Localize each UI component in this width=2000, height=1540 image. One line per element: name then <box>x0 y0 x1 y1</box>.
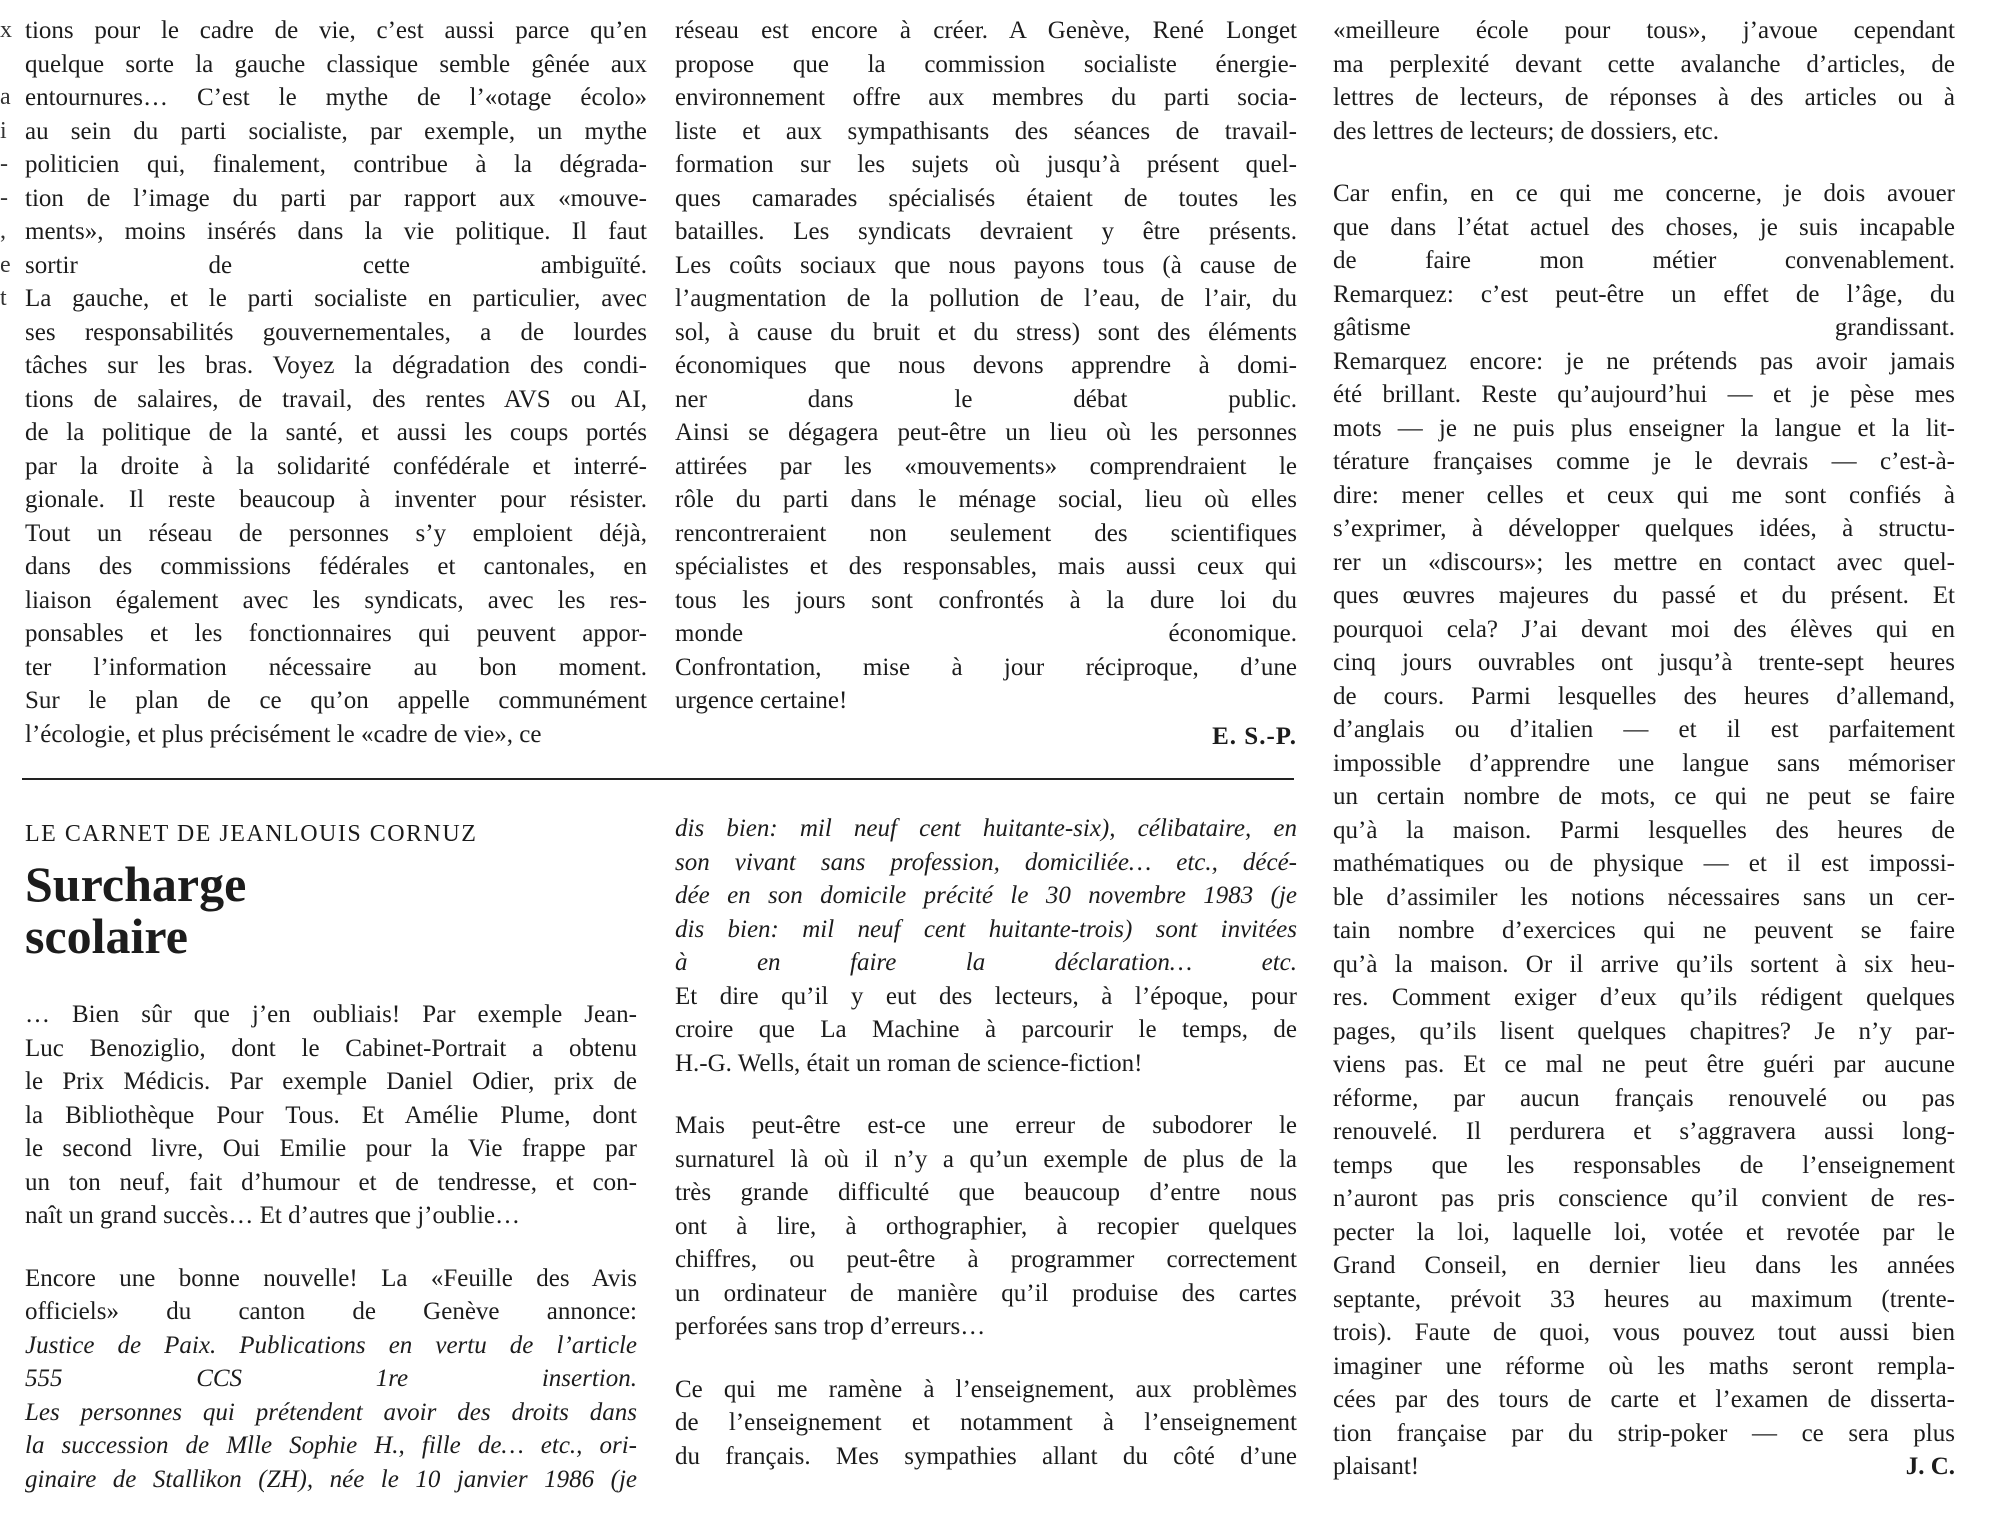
text-line: dire: mener celles et ceux qui me sont confiés à <box>1333 481 1955 509</box>
text-line: un ordinateur de manière qu’il produise des cartes <box>675 1279 1297 1307</box>
text-line: surnaturel là où il n’y a qu’un exemple de plus de la <box>675 1145 1297 1173</box>
text-line: impossible d’apprendre une langue sans mémoriser <box>1333 749 1955 777</box>
text-line: d’anglais ou d’italien — et il est parfaitement <box>1333 716 1955 743</box>
text-line: ponsables et les fonctionnaires qui peuvent appor- <box>25 620 647 647</box>
text-line: réforme, par aucun français renouvelé ou pas <box>1333 1084 1955 1112</box>
text-line: tain nombre d’exercices qui ne peuvent se faire <box>1333 917 1955 944</box>
text-line: trois). Faute de quoi, vous pouvez tout aussi bien <box>1333 1319 1955 1346</box>
text-line: cinq jours ouvrables ont jusqu’à trente-sept heures <box>1333 649 1955 676</box>
text-line: au sein du parti socialiste, par exemple, un mythe <box>25 117 647 145</box>
stray-letter <box>0 48 12 82</box>
text-line: sortir de cette ambiguïté. <box>25 251 647 279</box>
text-line: spécialistes et des responsables, mais aussi ceux qui <box>675 553 1297 580</box>
article-paragraph <box>25 1262 637 1497</box>
text-line: de faire mon métier convenablement. <box>1333 247 1955 274</box>
article-paragraph <box>675 1373 1297 1474</box>
article-closing-line <box>1333 1450 1955 1484</box>
text-line: La gauche, et le parti socialiste en particulier, avec <box>25 285 647 312</box>
text-line: 555 CCS 1re insertion. <box>25 1365 637 1392</box>
stray-letter: e <box>0 251 11 278</box>
text-line: formation sur les sujets où jusqu’à présent quel- <box>675 151 1297 178</box>
text-line: de cours. Parmi lesquelles des heures d’allemand, <box>1333 682 1955 710</box>
text-line: Les personnes qui prétendent avoir des droits dans <box>25 1398 637 1426</box>
text-line: Et dire qu’il y eut des lecteurs, à l’époque, pour <box>675 982 1297 1010</box>
text-line: ments», moins insérés dans la vie politique. Il faut <box>25 218 647 245</box>
text-line: Car enfin, en ce qui me concerne, je dois avouer <box>1333 180 1955 207</box>
text-line: officiels» du canton de Genève annonce: <box>25 1298 637 1325</box>
article-kicker: LE CARNET DE JEANLOUIS CORNUZ <box>25 821 478 847</box>
text-line: sol, à cause du bruit et du stress) sont des éléments <box>675 318 1297 346</box>
text-line: Confrontation, mise à jour réciproque, d’une <box>675 653 1297 681</box>
article-title-line-2: scolaire <box>25 908 188 964</box>
text-line: rer un «discours»; les mettre en contact avec quel- <box>1333 548 1955 576</box>
stray-letter: x <box>0 17 12 43</box>
section-divider <box>22 778 1294 780</box>
text-line: liste et aux sympathisants des séances de travail- <box>675 117 1297 145</box>
text-line: été brillant. Reste qu’aujourd’hui — et je pèse mes <box>1333 381 1955 408</box>
text-line: gionale. Il reste beaucoup à inventer pour résister. <box>25 486 647 513</box>
text-line: liaison également avec les syndicats, avec les res- <box>25 586 647 614</box>
text-line: entournures… C’est le mythe de l’«otage écolo» <box>25 84 647 111</box>
text-line: ma perplexité devant cette avalanche d’articles, de <box>1333 50 1955 78</box>
article-column-2 <box>675 812 1297 1473</box>
text-line: perforées sans trop d’erreurs… <box>675 1313 986 1340</box>
article-column-3 <box>1333 14 1955 1484</box>
text-line: Remarquez encore: je ne prétends pas avoir jamais <box>1333 347 1955 375</box>
text-line: rencontreraient non seulement des scientifiques <box>675 519 1297 547</box>
text-line: pages, qu’ils lisent quelques chapitres? Je n’y par- <box>1333 1017 1955 1045</box>
text-line: propose que la commission socialiste énergie- <box>675 50 1297 78</box>
text-line: du français. Mes sympathies allant du côté d’une <box>675 1442 1297 1470</box>
text-line: Ce qui me ramène à l’enseignement, aux problèmes <box>675 1375 1297 1403</box>
text-line: dis bien: mil neuf cent huitante-trois) sont invitées <box>675 915 1297 943</box>
text-line: un ton neuf, fait d’humour et de tendresse, et con- <box>25 1168 637 1196</box>
article-paragraph <box>25 998 637 1233</box>
text-line: Luc Benoziglio, dont le Cabinet-Portrait a obtenu <box>25 1034 637 1062</box>
text-line: monde économique. <box>675 620 1297 647</box>
text-line: attirées par les «mouvements» comprendraient le <box>675 452 1297 480</box>
text-line: s’exprimer, à développer quelques idées, à structu- <box>1333 515 1955 542</box>
text-line: ner dans le débat public. <box>675 385 1297 413</box>
text-line: mots — je ne puis plus enseigner la langue et la lit- <box>1333 414 1955 442</box>
text-line: ques camarades spécialisés étaient de toutes les <box>675 184 1297 212</box>
text-line: Ainsi se dégagera peut-être un lieu où les personnes <box>675 419 1297 446</box>
text-line: son vivant sans profession, domiciliée… etc., décé- <box>675 848 1297 876</box>
stray-letter: , <box>0 218 6 244</box>
text-line: temps que les responsables de l’enseignement <box>1333 1151 1955 1179</box>
text-line: Remarquez: c’est peut-être un effet de l’âge, du <box>1333 280 1955 308</box>
text-line: dis bien: mil neuf cent huitante-six), célibataire, en <box>675 815 1297 842</box>
text-line: ter l’information nécessaire au bon moment. <box>25 653 647 681</box>
stray-letter: - <box>0 184 8 211</box>
text-line: rôle du parti dans le ménage social, lieu où elles <box>675 486 1297 513</box>
text-line: lettres de lecteurs, de réponses à des articles ou à <box>1333 84 1955 111</box>
stray-letter: t <box>0 285 7 311</box>
text-line: dée en son domicile précité le 30 novembre 1983 (je <box>675 882 1297 909</box>
text-line: chiffres, ou peut-être à programmer correctement <box>675 1246 1297 1273</box>
article-paragraph <box>675 1109 1297 1344</box>
text-line: qu’à la maison. Or il arrive qu’ils sortent à six heu- <box>1333 950 1955 978</box>
text-line: le second livre, Oui Emilie pour la Vie frappe par <box>25 1135 637 1162</box>
text-line: pecter la loi, laquelle loi, votée et revotée par le <box>1333 1218 1955 1246</box>
text-line: Les coûts sociaux que nous payons tous (à cause de <box>675 251 1297 279</box>
text-line: le Prix Médicis. Par exemple Daniel Odier, prix de <box>25 1068 637 1095</box>
text-line: viens pas. Et ce mal ne peut être guéri par aucune <box>1333 1051 1955 1078</box>
text-line: septante, prévoit 33 heures au maximum (trente- <box>1333 1285 1955 1313</box>
text-line: à en faire la déclaration… etc. <box>675 949 1297 976</box>
text-line: de l’enseignement et notamment à l’enseignement <box>675 1409 1297 1436</box>
top-article-column-1 <box>25 14 647 751</box>
text-line: renouvelé. Il perdurera et s’aggravera aussi long- <box>1333 1118 1955 1145</box>
text-line: mathématiques ou de physique — et il est impossi- <box>1333 850 1955 877</box>
text-line: … Bien sûr que j’en oubliais! Par exemple Jean- <box>25 1001 637 1028</box>
text-line: l’écologie, et plus précisément le «cadre de vie», ce <box>25 720 542 748</box>
stray-letter: a <box>0 84 11 110</box>
text-line: tion de l’image du parti par rapport aux «mouve- <box>25 184 647 212</box>
text-line: tions pour le cadre de vie, c’est aussi parce qu’en <box>25 17 647 44</box>
article-last-word: plaisant! <box>1333 1453 1420 1480</box>
text-line: Justice de Paix. Publications en vertu de l’article <box>25 1331 637 1359</box>
text-line: cées par des tours de carte et l’examen de disserta- <box>1333 1386 1955 1413</box>
text-line: pourquoi cela? J’ai devant moi des élèves qui en <box>1333 615 1955 643</box>
text-line: environnement offre aux membres du parti socia- <box>675 84 1297 111</box>
text-line: par la droite à la solidarité confédérale et interré- <box>25 452 647 480</box>
text-line: térature françaises comme je le devrais — c’est-à- <box>1333 448 1955 475</box>
text-line: la succession de Mlle Sophie H., fille de… etc., ori- <box>25 1432 637 1459</box>
article-title <box>25 858 637 962</box>
text-line: ses responsabilités gouvernementales, a de lourdes <box>25 318 647 346</box>
text-line: Encore une bonne nouvelle! La «Feuille des Avis <box>25 1264 637 1292</box>
article-paragraph <box>1333 177 1955 1450</box>
text-line: n’auront pas pris conscience qu’il convient de res- <box>1333 1185 1955 1212</box>
text-line: tâches sur les bras. Voyez la dégradation des condi- <box>25 352 647 379</box>
text-line: imaginer une réforme où les maths seront rempla- <box>1333 1352 1955 1380</box>
text-line: tions de salaires, de travail, des rentes AVS ou AI, <box>25 385 647 413</box>
article-paragraph <box>675 812 1297 1080</box>
text-line: de la politique de la santé, et aussi les coups portés <box>25 419 647 446</box>
text-line: très grande difficulté que beaucoup d’entre nous <box>675 1179 1297 1206</box>
article-title-line-1: Surcharge <box>25 856 247 912</box>
top-article-signature: E. S.-P. <box>1212 722 1297 750</box>
text-line: urgence certaine! <box>675 687 848 714</box>
text-line: Tout un réseau de personnes s’y emploient déjà, <box>25 519 647 547</box>
text-line: naît un grand succès… Et d’autres que j’oublie… <box>25 1202 520 1229</box>
top-article-column-2-text <box>675 14 1297 718</box>
stray-letter: i <box>0 117 7 144</box>
text-line: res. Comment exiger d’eux qu’ils rédigent quelques <box>1333 984 1955 1011</box>
text-line: batailles. Les syndicats devraient y être présents. <box>675 218 1297 245</box>
text-line: tous les jours sont confrontés à la dure loi du <box>675 586 1297 614</box>
text-line: croire que La Machine à parcourir le temps, de <box>675 1016 1297 1043</box>
stray-letter: - <box>0 151 8 177</box>
text-line: que dans l’état actuel des choses, je suis incapable <box>1333 213 1955 241</box>
text-line: Sur le plan de ce qu’on appelle communément <box>25 687 647 714</box>
text-line: ginaire de Stallikon (ZH), née le 10 janvier 1986 (je <box>25 1465 637 1493</box>
article-paragraph <box>1333 14 1955 148</box>
text-line: des lettres de lecteurs; de dossiers, etc. <box>1333 117 1719 145</box>
text-line: Grand Conseil, en dernier lieu dans les années <box>1333 1252 1955 1279</box>
text-line: l’augmentation de la pollution de l’eau, de l’air, du <box>675 285 1297 312</box>
text-line: ques œuvres majeures du passé et du présent. Et <box>1333 582 1955 609</box>
text-line: un certain nombre de mots, ce qui ne peut se faire <box>1333 783 1955 810</box>
text-line: politicien qui, finalement, contribue à la dégrada- <box>25 151 647 178</box>
text-line: qu’à la maison. Parmi lesquelles des heures de <box>1333 816 1955 844</box>
top-article-column-2 <box>675 14 1297 753</box>
text-line: tion française par du strip-poker — ce sera plus <box>1333 1419 1955 1447</box>
article-signature: J. C. <box>1905 1453 1955 1480</box>
text-line: dans des commissions fédérales et cantonales, en <box>25 553 647 580</box>
article-column-1 <box>25 812 637 1496</box>
text-line: ble d’assimiler les notions nécessaires sans un cer- <box>1333 883 1955 911</box>
text-line: Mais peut-être est-ce une erreur de subodorer le <box>675 1112 1297 1139</box>
text-line: quelque sorte la gauche classique semble gênée aux <box>25 50 647 78</box>
text-line: économiques que nous devons apprendre à domi- <box>675 352 1297 379</box>
text-line: gâtisme grandissant. <box>1333 314 1955 341</box>
text-line: la Bibliothèque Pour Tous. Et Amélie Plume, dont <box>25 1101 637 1129</box>
text-line: réseau est encore à créer. A Genève, René Longet <box>675 17 1297 44</box>
text-line: «meilleure école pour tous», j’avoue cependant <box>1333 17 1955 44</box>
text-line: ont à lire, à orthographier, à recopier quelques <box>675 1212 1297 1240</box>
text-line: H.-G. Wells, était un roman de science-fiction! <box>675 1049 1143 1077</box>
cropped-column-edge <box>0 14 12 316</box>
